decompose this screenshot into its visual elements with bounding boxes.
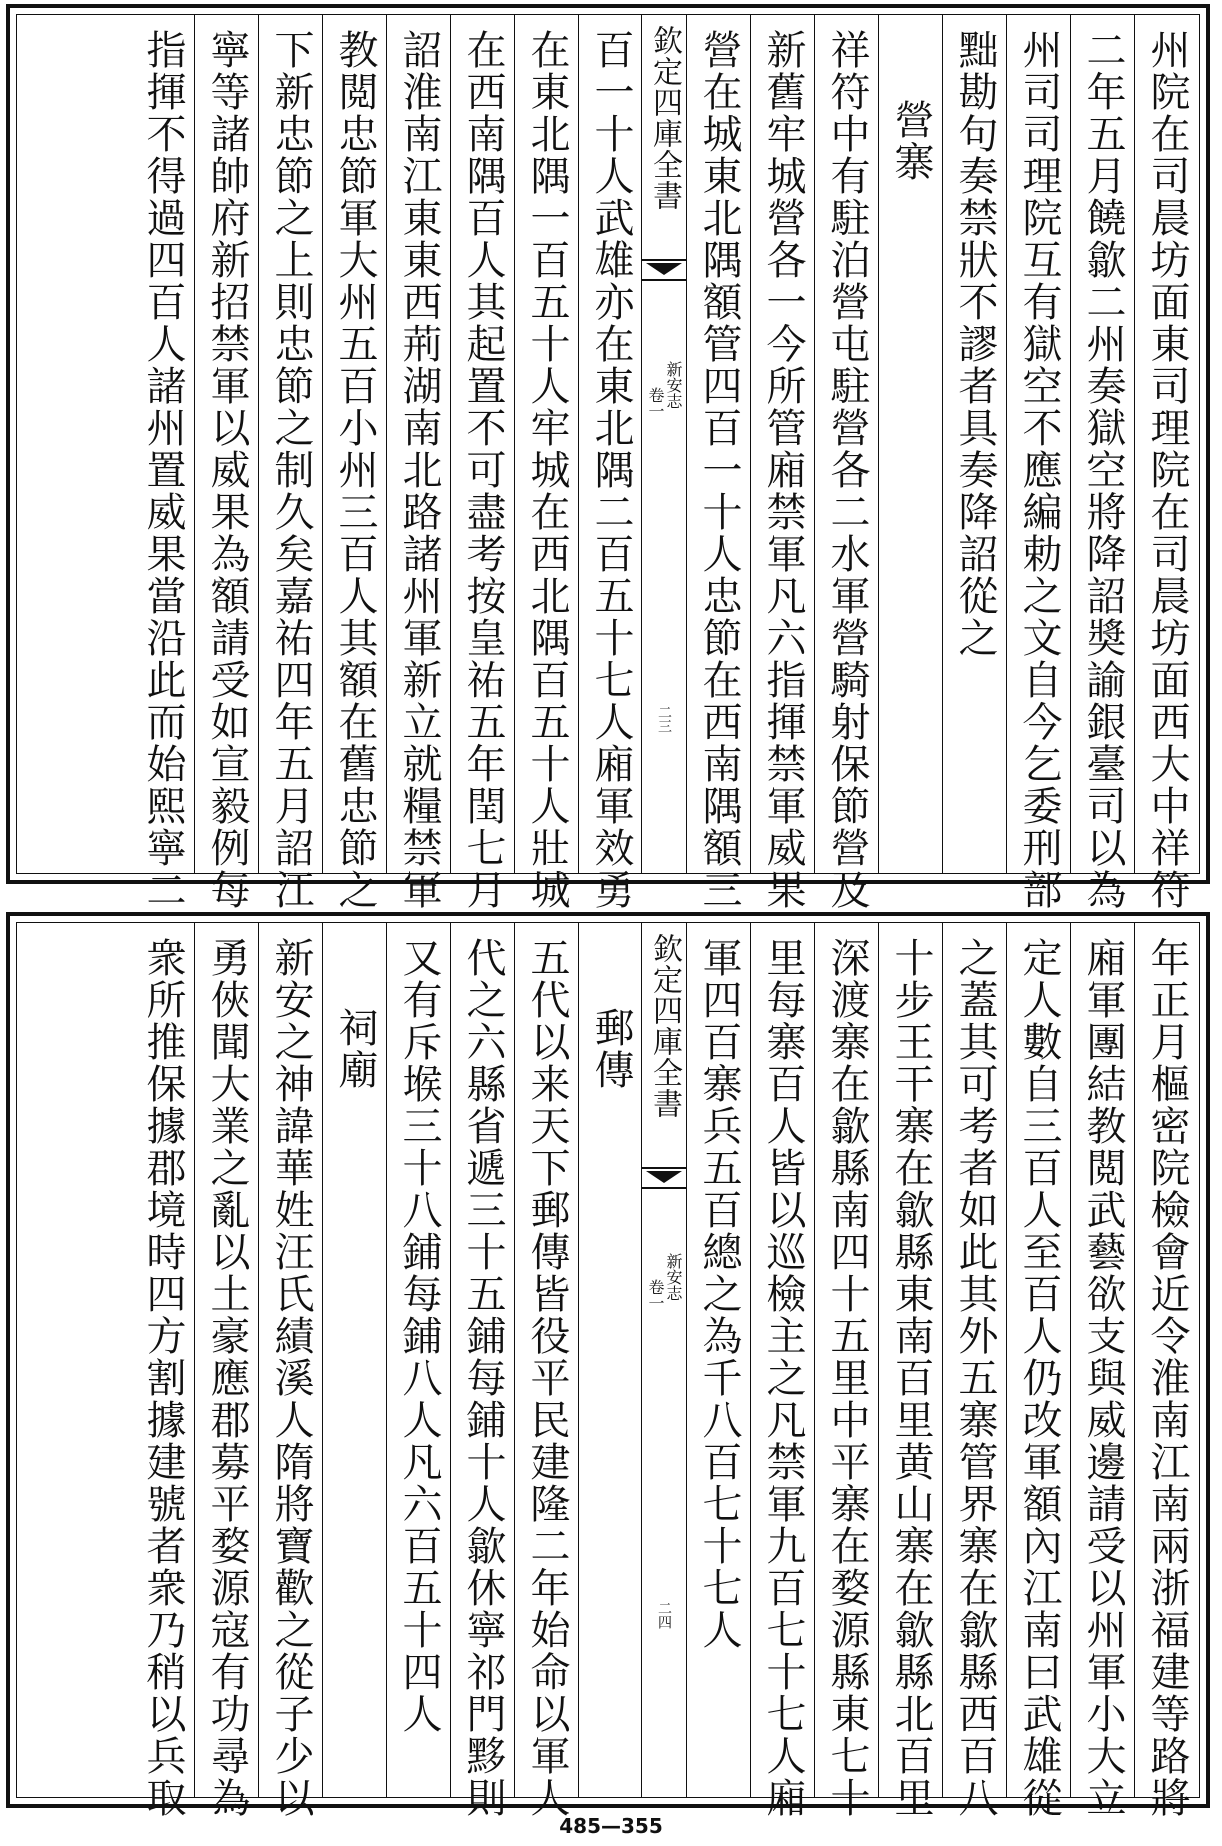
text-column (450, 923, 515, 1819)
page-number: 二三 (656, 705, 672, 733)
column-text: 衆所推保據郡境時四方割據建號者衆乃稍以兵取 (140, 937, 186, 1819)
column-text: 百一十人武雄亦在東北隅二百五十七人廂軍效勇 (588, 29, 634, 911)
column-text: 在東北隅一百五十人牢城在西北隅百五十人壯城 (524, 29, 570, 911)
section-heading: 祠廟 (332, 1007, 378, 1091)
text-column (942, 15, 1007, 873)
text-column (814, 15, 879, 911)
column-text: 之蓋其可考者如此其外五寨管界寨在歙縣西百八 (952, 937, 998, 1819)
text-column (750, 923, 815, 1819)
column-text: 年正月樞密院檢會近令淮南江南兩浙福建等路將 (1144, 937, 1190, 1819)
text-column (194, 15, 259, 911)
text-column (878, 15, 943, 873)
text-column (1006, 15, 1071, 911)
center-spine (641, 15, 687, 873)
text-column (131, 15, 195, 911)
text-column (686, 15, 751, 911)
volume-name: 新安志 (664, 1253, 683, 1301)
bottom-page (6, 912, 1210, 1819)
text-column (131, 923, 195, 1819)
page-number: 二四 (656, 1601, 672, 1629)
column-text: 州司司理院互有獄空不應編勅之文自今乞委刑部 (1016, 29, 1062, 911)
column-text: 廂軍團結教閲武藝欲支與威邊請受以州軍小大立 (1080, 937, 1126, 1819)
fish-tail-mark (642, 259, 686, 281)
text-column (1070, 923, 1135, 1819)
text-column (814, 923, 879, 1819)
footer-page-number: 485—355 (559, 1814, 663, 1838)
text-column (750, 15, 815, 911)
text-column (1134, 923, 1199, 1819)
column-text: 寧等諸帥府新招禁軍以威果為額請受如宣毅例每 (204, 29, 250, 911)
column-text: 下新忠節之上則忠節之制久矣嘉祐四年五月詔江 (268, 29, 314, 911)
column-text: 定人數自三百人至百人仍改軍額內江南曰武雄從 (1016, 937, 1062, 1819)
column-text: 五代以来天下郵傳皆役平民建隆二年始命以軍人 (524, 937, 570, 1819)
text-column (578, 15, 643, 911)
volume-number: 卷一 (646, 387, 665, 419)
text-column (194, 923, 259, 1819)
text-column (942, 923, 1007, 1819)
column-text: 代之六縣省遞三十五鋪每鋪十人歙休寧祁門黟則 (460, 937, 506, 1819)
section-heading: 營寨 (888, 99, 934, 183)
top-page-frame (16, 14, 1200, 911)
column-text: 教閲忠節軍大州五百小州三百人其額在舊忠節之 (332, 29, 378, 911)
column-text: 又有斥堠三十八鋪每鋪八人凡六百五十四人 (396, 937, 442, 1735)
text-column (1134, 15, 1199, 911)
column-text: 州院在司晨坊面東司理院在司晨坊面西大中祥符 (1144, 29, 1190, 911)
column-text: 營在城東北隅額管四百一十人忠節在西南隅額三 (696, 29, 742, 911)
center-spine (641, 923, 687, 1797)
text-column (322, 923, 387, 1797)
column-text: 二年五月饒歙二州奏獄空將降詔奬諭銀臺司以為 (1080, 29, 1126, 911)
text-column (258, 15, 323, 911)
top-page (6, 4, 1210, 911)
column-text: 詔淮南江東東西荊湖南北路諸州軍新立就糧禁軍 (396, 29, 442, 911)
column-text: 新舊牢城營各一今所管廂禁軍凡六指揮禁軍威果 (760, 29, 806, 911)
text-column (878, 923, 943, 1819)
column-text: 黜勘句奏禁狀不謬者具奏降詔從之 (952, 29, 998, 659)
book-title: 欽定四庫全書 (647, 933, 682, 1119)
text-column (1006, 923, 1071, 1819)
book-title: 欽定四庫全書 (647, 25, 682, 211)
volume-name: 新安志 (664, 361, 683, 409)
text-column (514, 923, 579, 1819)
text-column (514, 15, 579, 911)
bottom-page-frame (16, 922, 1200, 1819)
column-text: 在西南隅百人其起置不可盡考按皇祐五年閏七月 (460, 29, 506, 911)
fish-tail-mark (642, 1167, 686, 1189)
column-text: 里每寨百人皆以巡檢主之凡禁軍九百七十七人廂 (760, 937, 806, 1819)
text-column (258, 923, 323, 1819)
column-text: 新安之神諱華姓汪氏績溪人隋將寶歡之從子少以 (268, 937, 314, 1819)
section-heading: 郵傳 (588, 1007, 634, 1091)
text-column (686, 923, 751, 1797)
column-text: 軍四百寨兵五百總之為千八百七十七人 (696, 937, 742, 1651)
column-text: 十步王干寨在歙縣東南百里黄山寨在歙縣北百里 (888, 937, 934, 1819)
text-column (386, 923, 451, 1797)
text-column (322, 15, 387, 911)
text-column (1070, 15, 1135, 911)
text-column (578, 923, 643, 1797)
column-text: 勇俠聞大業之亂以土豪應郡募平婺源寇有功尋為 (204, 937, 250, 1819)
text-column (386, 15, 451, 911)
column-text: 祥符中有駐泊營屯駐營各二水軍營騎射保節營及 (824, 29, 870, 911)
column-text: 深渡寨在歙縣南四十五里中平寨在婺源縣東七十 (824, 937, 870, 1819)
column-text: 指揮不得過四百人諸州置威果當沿此而始熙寧二 (140, 29, 186, 911)
text-column (450, 15, 515, 911)
volume-number: 卷一 (646, 1279, 665, 1311)
